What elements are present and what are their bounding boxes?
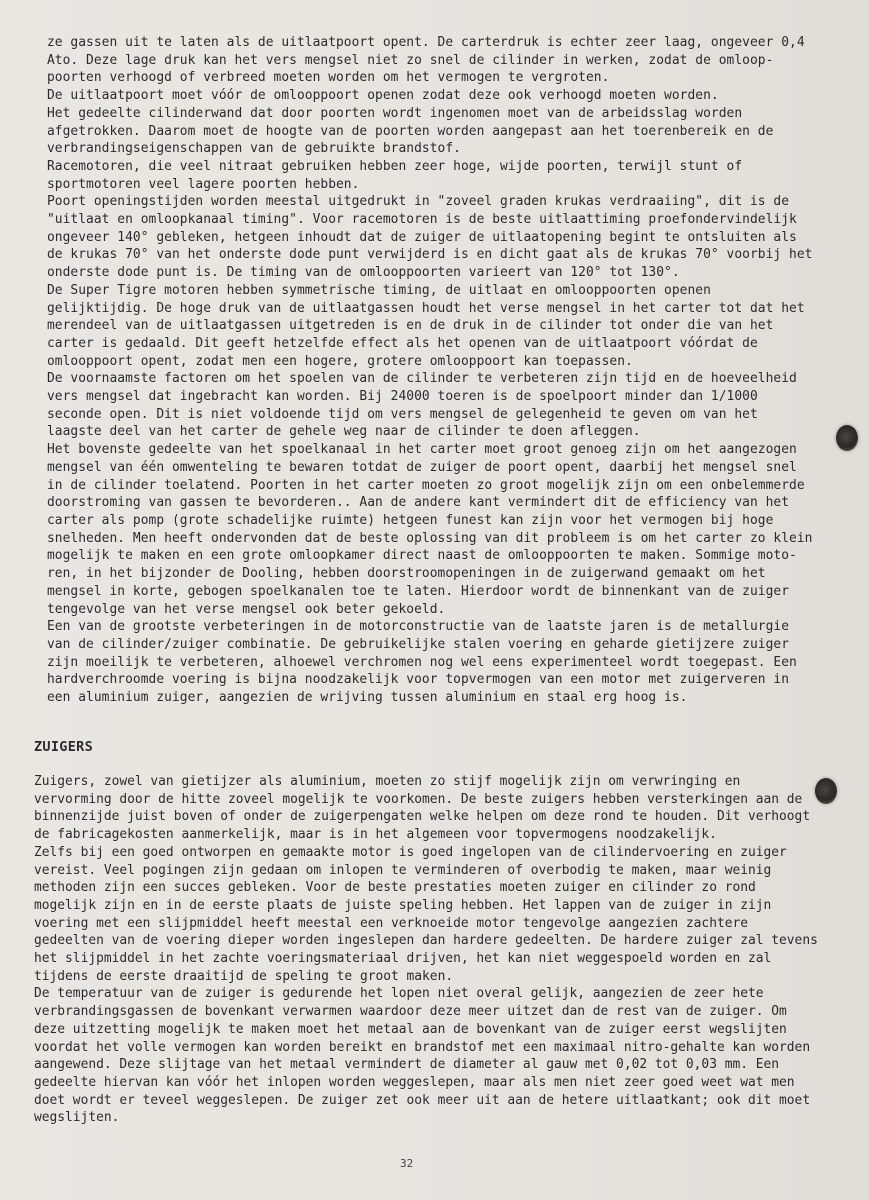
paragraph: Het bovenste gedeelte van het spoelkanaal in het carter moet groot genoeg zijn om het aangezogen mengsel van één omwenteling te bewaren totdat de zuiger de poort opent, daarbij het mengsel snel in de cilinder toelatend. Poorten in het carter moeten zo groot mogelijk zijn om een onbelemmerde doorstroming van gassen te bevorderen.. Aan de andere kant vermindert dit de efficiency van het carter als pomp (grote schadelijke ruimte) hetgeen funest kan zijn voor het vermogen bij hoge snelheden. Men heeft ondervonden dat de beste oplossing van dit probleem is om het carter zo klein mogelijk te maken en een grote omloopkamer direct naast de omlooppoorten te maken. Sommige motoren, in het bijzonder de Dooling, hebben doorstroomopeningen in de zuigerwand gemaakt om het mengsel in korte, gebogen spoelkanalen toe te laten. Hierdoor wordt de binnenkant van de zuiger tengevolge van het verse mengsel ook beter gekoeld. bbox=[47, 442, 821, 617]
paragraph: De uitlaatpoort moet vóór de omlooppoort openen zodat deze ook verhoogd moeten worden. bbox=[47, 88, 719, 104]
punch-hole-top bbox=[836, 425, 858, 451]
paragraph: Een van de grootste verbeteringen in de motorconstructie van de laatste jaren is de metallurgie van de cilinder/zuiger combinatie. De gebruikelijke stalen voering en geharde gietijzere zuiger zijn moeilijk te verbeteren, alhoewel verchromen nog wel eens experimenteel wordt toegepast. Een hardverchroomde voering is bijna noodzakelijk voor topvermogen van een motor met zuigerveren in een aluminium zuiger, aangezien de wrijving tussen aluminium en staal erg hoog is. bbox=[47, 619, 805, 706]
section-heading: ZUIGERS bbox=[34, 739, 93, 755]
page-number: 32 bbox=[400, 1157, 414, 1170]
paragraph: Racemotoren, die veel nitraat gebruiken hebben zeer hoge, wijde poorten, terwijl stunt of sportmotoren veel lagere poorten hebben. bbox=[47, 158, 750, 192]
paragraph: De temperatuur van de zuiger is gedurende het lopen niet overal gelijk, aangezien de zeer hete verbrandingsgassen de bovenkant verwarmen waardoor deze meer uitzet dan de rest van de zuiger. Om deze uitzetting mogelijk te maken moet het metaal aan de bovenkant van de zuiger eerst wegslijten voordat het volle vermogen kan worden bereikt en brandstof met een maximaal nitro-gehalte kan worden aangewend. Deze slijtage van het metaal vermindert de diameter al gauw met 0,02 tot 0,03 mm. Een gedeelte hiervan kan vóór het inlopen worden weggeslepen, maar als men niet zeer goed weet wat men doet wordt er teveel weggeslepen. De zuiger zet ook meer uit aan de hetere uitlaatkant; ook dit moet wegslijten. bbox=[34, 986, 818, 1126]
paragraph: De voornaamste factoren om het spoelen van de cilinder te verbeteren zijn tijd en de hoeveelheid vers mengsel dat ingebracht kan worden. Bij 24000 toeren is de spoelpoort minder dan 1/1000 seconde open. Dit is niet voldoende tijd om vers mengsel de gelegenheid te geven om van het laagste deel van het carter de gehele weg naar de cilinder te doen afleggen. bbox=[47, 371, 805, 440]
paragraph: Het gedeelte cilinderwand dat door poorten wordt ingenomen moet van de arbeidsslag worden afgetrokken. Daarom moet de hoogte van de poorten worden aangepast aan het toerenbereik en de verbrandingseigenschappen van de gebruikte brandstof. bbox=[47, 105, 782, 157]
paragraph: Zelfs bij een goed ontworpen en gemaakte motor is goed ingelopen van de cilindervoering en zuiger vereist. Veel pogingen zijn gedaan om inlopen te verminderen of overbodig te maken, maar weinig methoden zijn een succes gebleken. Voor de beste prestaties moeten zuiger en cilinder zo rond mogelijk zijn en in de eerste plaats de juiste speling hebben. Het lappen van de zuiger in zijn voering met een slijpmiddel heeft meestal een verknoeide motor tengevolge aangezien zachtere gedeelten van de voering dieper worden ingeslepen dan hardere gedeelten. De hardere zuiger zal tevens het slijpmiddel in het zachte voeringsmateriaal drijven, het kan niet weggespoeld worden en zal tijdens de eerste draaitijd de speling te groot maken. bbox=[34, 844, 826, 984]
paragraph: Zuigers, zowel van gietijzer als aluminium, moeten zo stijf mogelijk zijn om verwringing en vervorming door de hitte zoveel mogelijk te voorkomen. De beste zuigers hebben versterkingen aan de binnenzijde juist boven of onder de zuigerpengaten welke helpen om deze rond te houden. Dit verhoogt de fabricagekosten aanmerkelijk, maar is in het algemeen voor topvermogens noodzakelijk. bbox=[34, 774, 818, 843]
paragraph: Poort openingstijden worden meestal uitgedrukt in "zoveel graden krukas verdraaiing", dit is de "uitlaat en omloopkanaal timing". Voor racemotoren is de beste uitlaattiming proefondervindelijk ongeveer 140° gebleken, hetgeen inhoudt dat de zuiger de uitlaatopening begint te ontsluiten als de krukas 70° van het onderste dode punt verwijderd is en dicht gaat als de krukas 70° voorbij het onderste dode punt is. De timing van de omlooppoorten varieert van 120° tot 130°. bbox=[47, 194, 821, 281]
body-text-section-2 bbox=[34, 773, 824, 1127]
paragraph: ze gassen uit te laten als de uitlaatpoort opent. De carterdruk is echter zeer laag, ongeveer 0,4 Ato. Deze lage druk kan het vers mengsel niet zo snel de cilinder in werken, zodat de omlooppoorten verhoogd of verbreed moeten worden om het vermogen te vergroten. bbox=[47, 35, 813, 86]
body-text-section-1 bbox=[47, 34, 821, 707]
paragraph: De Super Tigre motoren hebben symmetrische timing, de uitlaat en omlooppoorten openen gelijktijdig. De hoge druk van de uitlaatgassen houdt het verse mengsel in het carter tot dat het merendeel van de uitlaatgassen uitgetreden is en de druk in de cilinder tot onder die van het carter is gedaald. Dit geeft hetzelfde effect als het openen van de uitlaatpoort vóórdat de omlooppoort opent, zodat men een hogere, grotere omlooppoort kan toepassen. bbox=[47, 282, 813, 369]
